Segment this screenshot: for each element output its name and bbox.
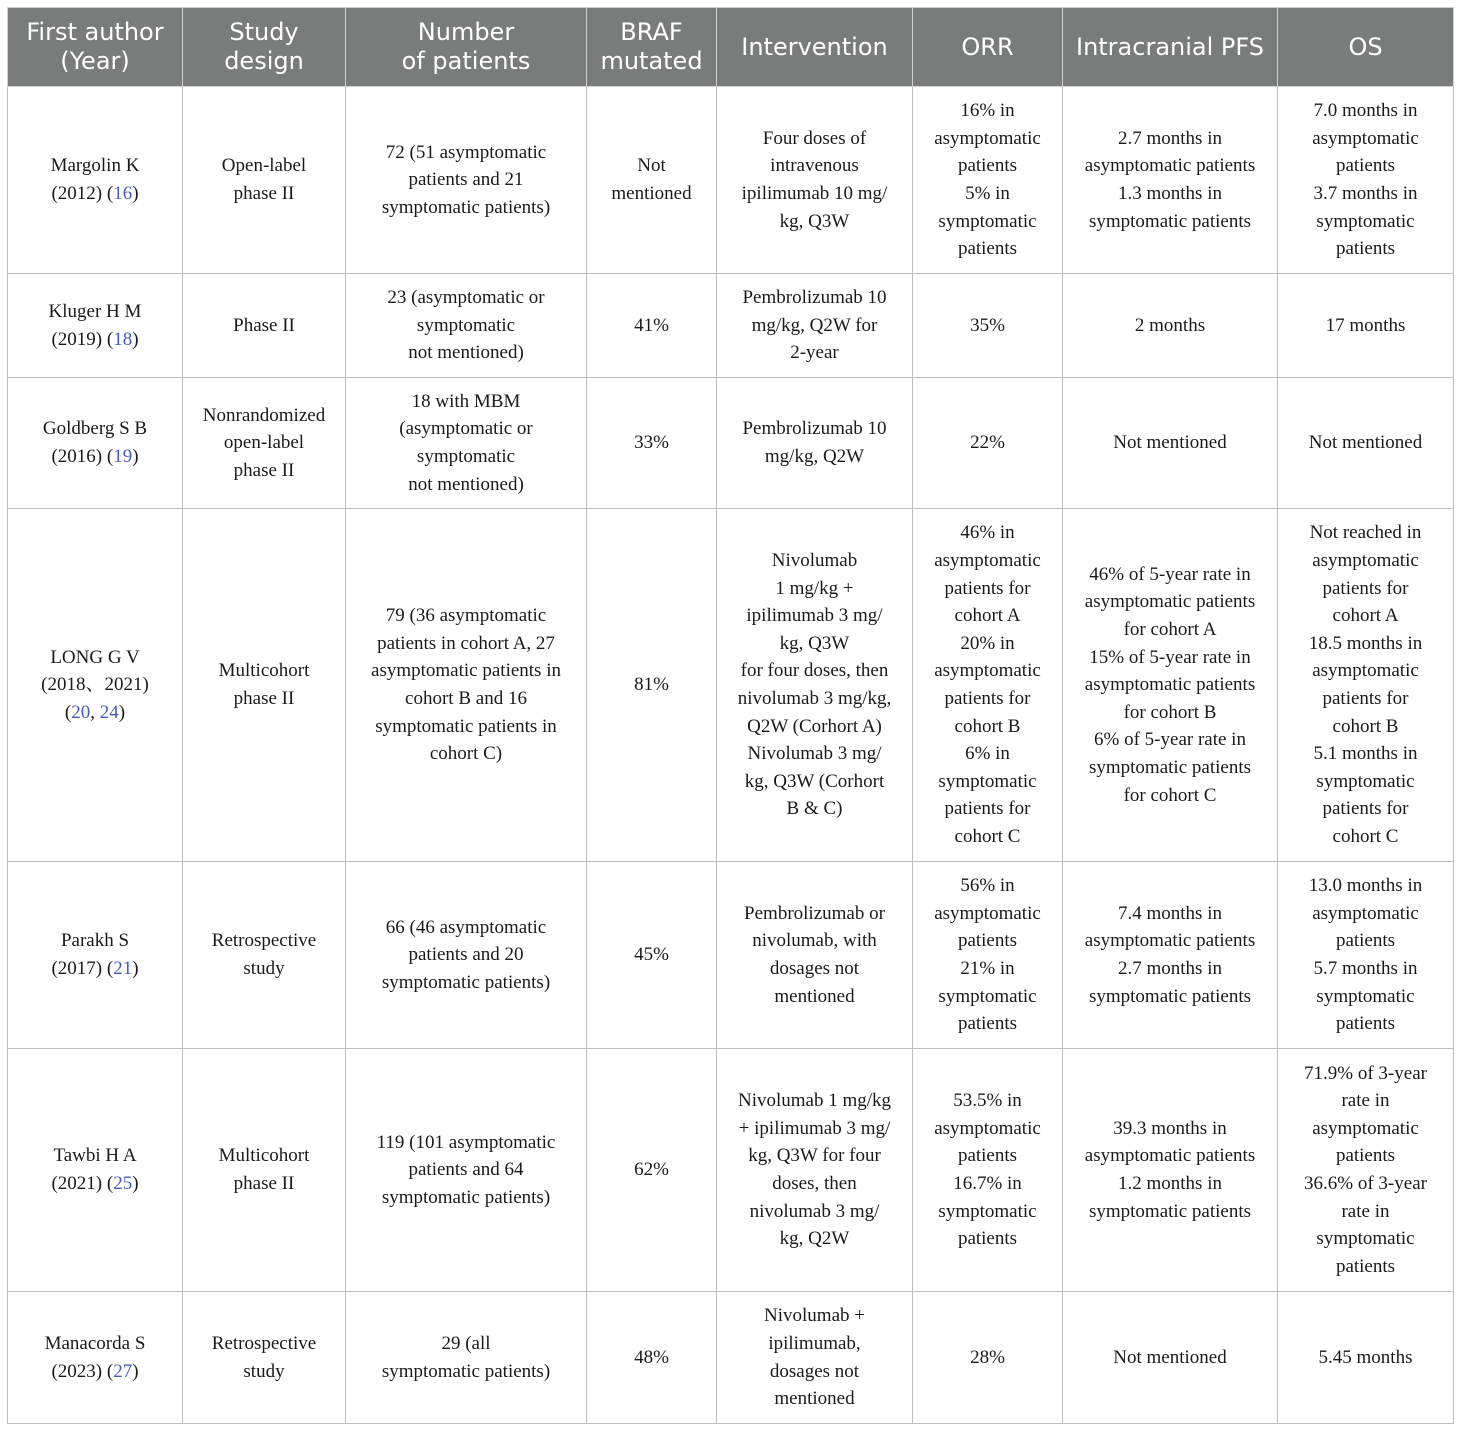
cell-author	[8, 378, 183, 509]
table-row	[8, 1049, 1454, 1292]
cell-study-design	[183, 378, 346, 509]
cell-line: not mentioned)	[408, 342, 524, 364]
cell-os	[1278, 862, 1454, 1049]
cell-line: patients for	[1322, 577, 1409, 599]
cell-orr	[913, 87, 1063, 274]
cell-line: patients for	[944, 798, 1031, 820]
cell-intracranial-pfs	[1063, 87, 1278, 274]
cell-line: asymptomatic	[1312, 1117, 1419, 1139]
cell-intervention	[717, 1292, 913, 1424]
cell-line: Nivolumab 1 mg/kg	[737, 1090, 892, 1112]
cell-line: 1.3 months in	[1118, 183, 1222, 204]
cell-line: cohort B	[1332, 715, 1399, 737]
cell-line: intravenous	[770, 155, 859, 177]
cell-braf-mutated	[587, 378, 717, 509]
cell-line: Retrospective	[211, 1332, 317, 1354]
cell-line: Four doses of	[762, 127, 867, 149]
cell-line: Phase II	[233, 314, 295, 336]
cell-line: 46% of 5-year rate in	[1089, 563, 1251, 585]
cell-braf-mutated	[587, 862, 717, 1049]
cell-intervention	[717, 378, 913, 509]
cell-line: 28%	[970, 1346, 1005, 1368]
cell-line: asymptomatic	[934, 550, 1041, 572]
author-year-line	[14, 699, 176, 727]
ref-close: )	[132, 183, 139, 204]
cell-line: 5.1 months in	[1313, 743, 1418, 765]
year-text: (2016) (	[51, 446, 114, 467]
cell-line: symptomatic patients	[1088, 756, 1251, 778]
cell-line: study	[243, 958, 285, 979]
cell-line: + ipilimumab 3 mg/	[738, 1117, 891, 1139]
author-year-line	[14, 326, 176, 354]
cell-line: patients in cohort A, 27	[377, 632, 555, 654]
cell-orr	[913, 862, 1063, 1049]
cell-author	[8, 274, 183, 378]
cell-line: Not mentioned	[1113, 432, 1227, 454]
cell-braf-mutated	[587, 1049, 717, 1292]
cell-line: ipilimumab,	[768, 1332, 861, 1354]
cell-line: not mentioned)	[408, 473, 524, 495]
cell-line: kg, Q3W (Corhort	[744, 770, 885, 792]
cell-line: patients	[1335, 238, 1396, 260]
cell-line: mg/kg, Q2W for	[751, 314, 878, 336]
year-text: (	[64, 701, 72, 723]
cell-line: phase II	[233, 459, 295, 481]
table-row	[8, 862, 1454, 1049]
ref-close: )	[132, 958, 139, 979]
cell-number-of-patients	[346, 274, 587, 378]
column-header-intracranial-pfs	[1063, 8, 1278, 87]
cell-line: 13.0 months in	[1308, 875, 1423, 897]
cell-line: symptomatic	[416, 314, 516, 336]
ref-separator: ,	[90, 701, 100, 723]
cell-line: 16.7% in	[953, 1173, 1022, 1194]
cell-line: asymptomatic patients	[1084, 155, 1256, 177]
cell-braf-mutated	[587, 87, 717, 274]
cell-intervention	[717, 1049, 913, 1292]
cell-line: asymptomatic patients	[1084, 591, 1256, 613]
cell-line: 2.7 months in	[1118, 127, 1222, 149]
column-header-line: of patients	[401, 47, 531, 75]
cell-line: Nivolumab 3 mg/	[747, 743, 882, 765]
cell-line: 81%	[634, 674, 669, 696]
studies-table	[7, 7, 1454, 1424]
cell-line: kg, Q3W for four	[748, 1145, 881, 1167]
cell-line: asymptomatic	[934, 902, 1041, 924]
cell-line: cohort A	[1332, 605, 1399, 627]
cell-line: ipilimumab 3 mg/	[746, 605, 883, 627]
column-header-line: (Year)	[60, 47, 130, 75]
cell-line: patients	[1335, 155, 1396, 177]
table-row	[8, 274, 1454, 378]
reference-link[interactable]: 18	[113, 328, 133, 350]
cell-author	[8, 509, 183, 862]
cell-study-design	[183, 862, 346, 1049]
column-header-intervention	[717, 8, 913, 87]
author-line: Parakh S	[60, 930, 130, 952]
cell-line: kg, Q2W	[779, 1228, 850, 1250]
cell-line: nivolumab, with	[752, 930, 877, 952]
cell-line: 48%	[634, 1346, 669, 1368]
cell-line: 18.5 months in	[1308, 632, 1423, 654]
cell-line: kg, Q3W	[779, 210, 850, 232]
cell-line: Not	[637, 155, 666, 177]
cell-line: nivolumab 3 mg/	[749, 1200, 880, 1222]
cell-author	[8, 1292, 183, 1424]
cell-line: asymptomatic	[1312, 660, 1419, 682]
table-row	[8, 378, 1454, 509]
cell-line: patients for	[944, 688, 1031, 709]
cell-author	[8, 862, 183, 1049]
cell-line: patients	[957, 238, 1018, 260]
cell-line: Nivolumab +	[764, 1305, 865, 1327]
cell-os	[1278, 87, 1454, 274]
cell-line: open-label	[223, 432, 305, 454]
column-header-first-author	[8, 8, 183, 87]
cell-line: 23 (asymptomatic or	[387, 287, 545, 309]
cell-line: rate in	[1341, 1090, 1390, 1112]
cell-line: symptomatic patients)	[381, 1360, 551, 1382]
column-header-os	[1278, 8, 1454, 87]
cell-line: phase II	[233, 1173, 295, 1194]
cell-line: ipilimumab 10 mg/	[741, 183, 888, 204]
cell-study-design	[183, 509, 346, 862]
cell-line: 22%	[970, 432, 1005, 454]
ref-close: )	[132, 1360, 139, 1382]
cell-line: cohort B and 16	[405, 688, 527, 709]
cell-line: 20% in	[960, 632, 1015, 654]
reference-link[interactable]: 21	[113, 958, 133, 979]
ref-close: )	[132, 446, 139, 467]
cell-line: patients and 20	[408, 944, 524, 966]
cell-line: patients and 21	[408, 169, 524, 191]
column-header-line: OS	[1348, 32, 1383, 61]
cell-line: 18 with MBM	[411, 390, 521, 412]
cell-line: Q2W (Corhort A)	[747, 715, 882, 737]
cell-line: (asymptomatic or	[399, 418, 533, 440]
cell-os	[1278, 1049, 1454, 1292]
cell-line: mentioned	[774, 1388, 855, 1410]
cell-line: asymptomatic patients	[1084, 1145, 1256, 1167]
cell-line: symptomatic	[938, 985, 1037, 1007]
cell-line: 17 months	[1325, 314, 1406, 336]
cell-line: B & C)	[786, 798, 843, 820]
reference-link[interactable]: 27	[113, 1360, 133, 1382]
cell-line: for cohort C	[1123, 784, 1217, 806]
cell-line: symptomatic	[938, 770, 1037, 792]
cell-os	[1278, 274, 1454, 378]
cell-orr	[913, 1292, 1063, 1424]
cell-line: mentioned	[774, 985, 855, 1007]
cell-line: patients for	[1322, 688, 1409, 709]
cell-line: 2 months	[1134, 314, 1206, 336]
reference-link[interactable]: 20	[71, 701, 91, 723]
cell-number-of-patients	[346, 1292, 587, 1424]
cell-line: asymptomatic	[1312, 127, 1419, 149]
cell-line: 29 (all	[441, 1332, 491, 1354]
cell-line: symptomatic patients)	[381, 1186, 551, 1208]
cell-line: 5.45 months	[1318, 1346, 1413, 1368]
cell-line: dosages not	[769, 1360, 860, 1382]
column-header-number-of-patients	[346, 8, 587, 87]
cell-author	[8, 1049, 183, 1292]
cell-line: asymptomatic patients in	[371, 660, 561, 682]
cell-braf-mutated	[587, 274, 717, 378]
author-year-line	[14, 1358, 176, 1386]
year-text: (2019) (	[51, 328, 114, 350]
cell-line: 66 (46 asymptomatic	[385, 916, 547, 938]
cell-line: patients	[1335, 1013, 1396, 1035]
cell-study-design	[183, 1292, 346, 1424]
cell-line: 46% in	[960, 522, 1015, 544]
cell-line: patients	[957, 1228, 1018, 1250]
cell-study-design	[183, 1049, 346, 1292]
cell-intracranial-pfs	[1063, 274, 1278, 378]
cell-intracranial-pfs	[1063, 1292, 1278, 1424]
cell-line: phase II	[233, 688, 295, 709]
cell-line: symptomatic patients	[1088, 1200, 1251, 1222]
author-line: Manacorda S	[44, 1332, 146, 1354]
cell-line: asymptomatic	[1312, 902, 1419, 924]
cell-study-design	[183, 274, 346, 378]
cell-line: symptomatic	[1316, 985, 1415, 1007]
cell-line: Retrospective	[211, 930, 317, 952]
cell-line: symptomatic	[1316, 210, 1415, 232]
table-body	[8, 87, 1454, 1424]
cell-line: 36.6% of 3-year	[1304, 1173, 1427, 1194]
author-line: (2018、2021)	[41, 674, 149, 696]
year-text: (2012) (	[51, 183, 114, 204]
cell-intervention	[717, 862, 913, 1049]
cell-line: Multicohort	[218, 1145, 310, 1167]
column-header-line: ORR	[961, 32, 1014, 61]
cell-orr	[913, 1049, 1063, 1292]
column-header-braf-mutated	[587, 8, 717, 87]
cell-os	[1278, 1292, 1454, 1424]
cell-line: phase II	[233, 183, 295, 204]
cell-line: patients and 64	[408, 1159, 524, 1181]
cell-orr	[913, 509, 1063, 862]
cell-line: 7.0 months in	[1313, 100, 1418, 122]
cell-line: 16% in	[960, 100, 1015, 122]
author-year-line	[14, 955, 176, 983]
cell-line: symptomatic	[938, 1200, 1037, 1222]
cell-line: patients	[957, 155, 1018, 177]
cell-line: symptomatic patients	[1088, 985, 1251, 1007]
cell-line: for cohort B	[1123, 701, 1217, 723]
cell-line: 6% of 5-year rate in	[1094, 729, 1246, 751]
cell-line: symptomatic patients)	[381, 196, 551, 218]
cell-line: Open-label	[221, 155, 307, 177]
cell-line: for cohort A	[1123, 619, 1217, 641]
cell-line: 7.4 months in	[1118, 902, 1222, 924]
author-year-line	[14, 443, 176, 471]
cell-line: 39.3 months in	[1113, 1117, 1227, 1139]
header-row	[8, 8, 1454, 87]
cell-line: cohort C	[1332, 825, 1399, 847]
cell-line: symptomatic	[1316, 1228, 1415, 1250]
author-line: Goldberg S B	[42, 418, 148, 440]
cell-line: doses, then	[772, 1173, 857, 1194]
cell-line: nivolumab 3 mg/kg,	[737, 688, 892, 709]
year-text: (2021) (	[51, 1173, 114, 1194]
cell-line: Not reached in	[1309, 522, 1422, 544]
cell-line: 2.7 months in	[1118, 958, 1222, 979]
cell-line: asymptomatic	[934, 127, 1041, 149]
cell-line: patients	[1335, 1255, 1396, 1277]
reference-link[interactable]: 19	[113, 446, 133, 467]
cell-orr	[913, 378, 1063, 509]
cell-line: 21% in	[960, 958, 1015, 979]
cell-orr	[913, 274, 1063, 378]
cell-line: asymptomatic	[934, 660, 1041, 682]
cell-line: 2-year	[790, 342, 839, 364]
cell-line: dosages not	[769, 958, 860, 979]
author-line: Kluger H M	[48, 300, 142, 322]
cell-braf-mutated	[587, 509, 717, 862]
column-header-line: First author	[26, 18, 164, 46]
cell-line: Multicohort	[218, 660, 310, 682]
cell-line: mg/kg, Q2W	[764, 446, 865, 467]
cell-intervention	[717, 274, 913, 378]
column-header-line: design	[224, 47, 304, 75]
cell-line: 15% of 5-year rate in	[1089, 646, 1251, 668]
cell-line: 35%	[970, 314, 1005, 336]
cell-intracranial-pfs	[1063, 1049, 1278, 1292]
cell-number-of-patients	[346, 509, 587, 862]
cell-number-of-patients	[346, 862, 587, 1049]
column-header-line: Intervention	[741, 32, 888, 61]
cell-line: Pembrolizumab or	[744, 902, 885, 924]
column-header-study-design	[183, 8, 346, 87]
cell-line: 33%	[634, 432, 669, 454]
author-line: Tawbi H A	[53, 1145, 137, 1167]
cell-line: Nivolumab	[771, 550, 858, 572]
cell-line: 1 mg/kg +	[775, 577, 854, 599]
cell-line: Not mentioned	[1113, 1346, 1227, 1368]
cell-os	[1278, 378, 1454, 509]
reference-link[interactable]: 25	[113, 1173, 133, 1194]
cell-line: 1.2 months in	[1118, 1173, 1222, 1194]
author-year-line	[14, 180, 176, 208]
cell-intervention	[717, 509, 913, 862]
cell-line: patients	[1335, 1145, 1396, 1167]
cell-line: patients	[957, 1145, 1018, 1167]
cell-line: asymptomatic patients	[1084, 930, 1256, 952]
cell-line: 71.9% of 3-year	[1304, 1062, 1427, 1084]
cell-line: 79 (36 asymptomatic	[385, 605, 547, 627]
table-row	[8, 87, 1454, 274]
column-header-orr	[913, 8, 1063, 87]
cell-line: asymptomatic	[1312, 550, 1419, 572]
column-header-line: Number	[417, 18, 515, 46]
cell-intervention	[717, 87, 913, 274]
table-row	[8, 1292, 1454, 1424]
reference-link[interactable]: 16	[113, 183, 133, 204]
cell-line: cohort C)	[429, 743, 503, 765]
cell-line: 3.7 months in	[1313, 183, 1418, 204]
cell-line: asymptomatic	[934, 1117, 1041, 1139]
cell-line: kg, Q3W	[779, 632, 850, 654]
table-row	[8, 509, 1454, 862]
cell-line: 5.7 months in	[1313, 958, 1418, 979]
cell-line: symptomatic	[938, 210, 1037, 232]
cell-line: patients	[957, 930, 1018, 952]
reference-link[interactable]: 24	[99, 701, 119, 723]
cell-number-of-patients	[346, 378, 587, 509]
cell-line: study	[243, 1360, 285, 1382]
cell-line: patients for	[944, 577, 1031, 599]
cell-line: Not mentioned	[1308, 432, 1423, 454]
cell-line: Pembrolizumab 10	[742, 418, 887, 440]
cell-line: mentioned	[611, 183, 692, 204]
cell-line: patients	[957, 1013, 1018, 1035]
column-header-line: mutated	[600, 47, 703, 75]
column-header-line: Study	[229, 18, 299, 46]
cell-line: 72 (51 asymptomatic	[385, 141, 547, 163]
ref-close: )	[132, 328, 139, 350]
cell-line: patients	[1335, 930, 1396, 952]
cell-number-of-patients	[346, 87, 587, 274]
cell-line: 56% in	[960, 875, 1015, 897]
cell-line: symptomatic	[416, 446, 516, 467]
column-header-line: BRAF	[620, 18, 683, 46]
table-header	[8, 8, 1454, 87]
cell-line: patients for	[1322, 798, 1409, 820]
cell-intracranial-pfs	[1063, 862, 1278, 1049]
cell-braf-mutated	[587, 1292, 717, 1424]
cell-line: symptomatic patients	[1088, 210, 1251, 232]
cell-line: symptomatic patients)	[381, 971, 551, 993]
cell-intracranial-pfs	[1063, 509, 1278, 862]
cell-line: symptomatic	[1316, 770, 1415, 792]
cell-line: 45%	[634, 944, 669, 966]
year-text: (2023) (	[51, 1360, 114, 1382]
cell-line: 119 (101 asymptomatic	[376, 1131, 556, 1153]
author-year-line	[14, 1170, 176, 1198]
cell-line: cohort A	[954, 605, 1021, 627]
cell-line: symptomatic patients in	[375, 715, 557, 737]
column-header-line: Intracranial PFS	[1075, 32, 1264, 61]
cell-line: 6% in	[965, 743, 1010, 765]
cell-line: 62%	[634, 1159, 669, 1181]
year-text: (2017) (	[51, 958, 114, 979]
ref-close: )	[132, 1173, 139, 1194]
cell-line: cohort C	[954, 825, 1021, 847]
cell-intracranial-pfs	[1063, 378, 1278, 509]
cell-os	[1278, 509, 1454, 862]
cell-line: Pembrolizumab 10	[742, 287, 887, 309]
cell-line: for four doses, then	[740, 660, 889, 682]
cell-line: 53.5% in	[953, 1090, 1022, 1112]
cell-line: cohort B	[954, 715, 1021, 737]
cell-study-design	[183, 87, 346, 274]
cell-line: asymptomatic patients	[1084, 674, 1256, 696]
cell-number-of-patients	[346, 1049, 587, 1292]
ref-close: )	[118, 701, 126, 723]
cell-line: rate in	[1341, 1200, 1390, 1222]
cell-line: 5% in	[965, 183, 1010, 204]
cell-author	[8, 87, 183, 274]
cell-line: Nonrandomized	[202, 404, 326, 426]
cell-line: 41%	[634, 314, 669, 336]
author-line: LONG G V	[50, 646, 140, 668]
author-line: Margolin K	[50, 155, 140, 177]
